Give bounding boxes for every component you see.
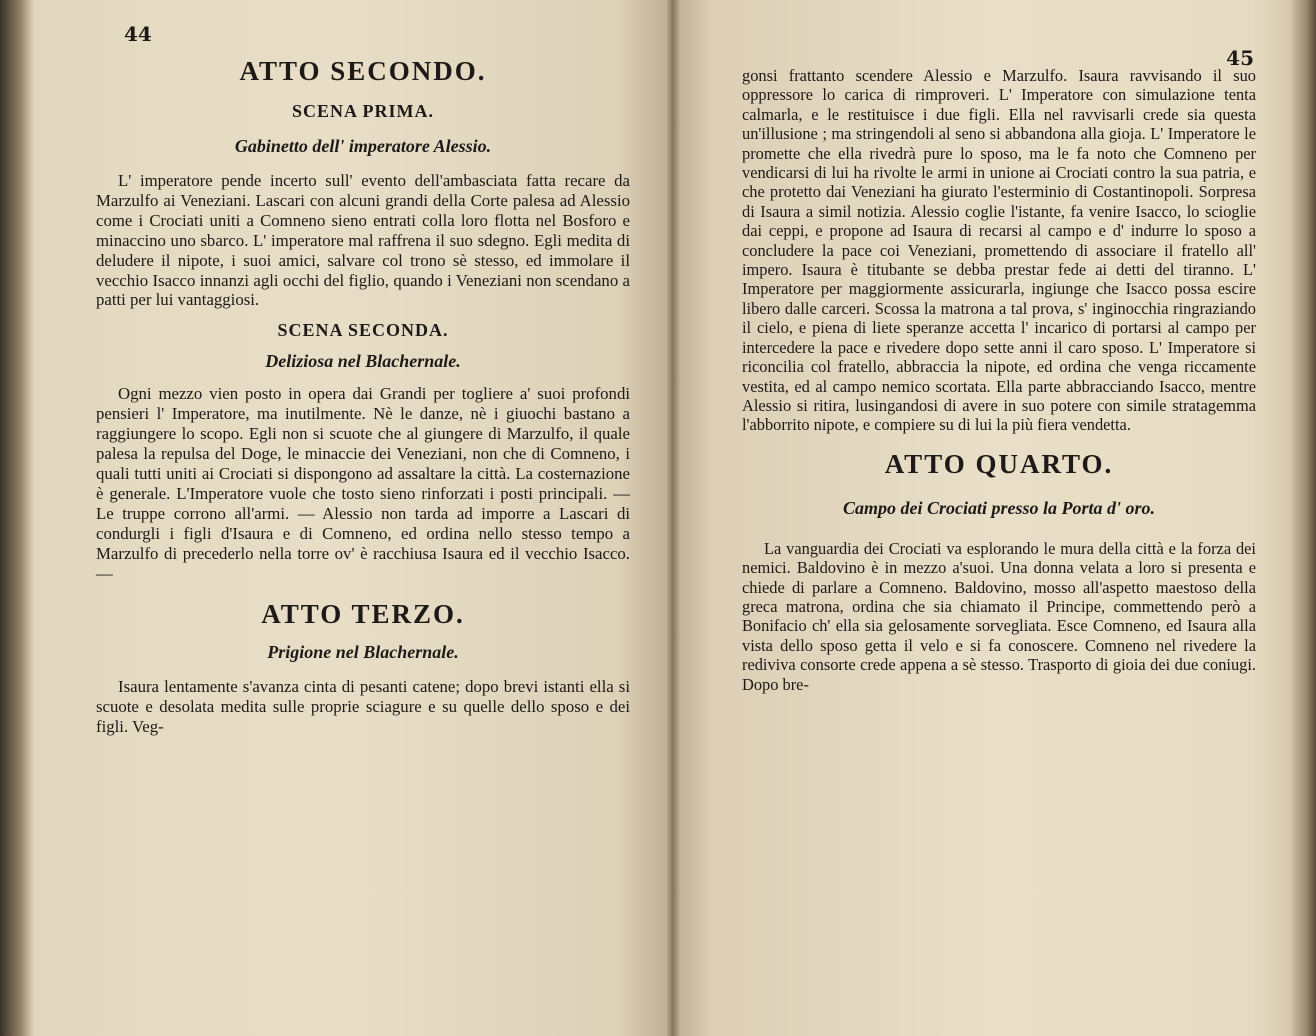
scene-two-title: SCENA SECONDA. (277, 320, 449, 341)
scene-two-setting: Deliziosa nel Blachernale. (265, 351, 461, 372)
scene-one-setting: Gabinetto dell' imperatore Alessio. (234, 136, 492, 156)
left-binding-edge (0, 0, 34, 1036)
act-four-text: La vanguardia dei Crociati va esplorando le mura della città e la forza dei nemici. Baldovino è in mezzo a'suoi. Una donna velata a loro si presenta e chiede di parlare a Comneno. Baldovino, mosso all'aspetto maestoso della greca matrona, ordina che sia chiamato il Principe, commettendo però a Bonifacio ch' ella sia gelosamente sorvegliata. Esce Comneno, ed Isaura alla vista dello sposo getta il velo e si fa conoscere. Comneno nel rivedere la rediviva consorte crede appena a sè stesso. Trasporto di gioia dei due coniugi. Dopo bre- (742, 538, 1256, 694)
act-three-text: Isaura lentamente s'avanza cinta di pesanti catene; dopo brevi istanti ella si scuote e desolata medita sulle proprie sciagure e su quelle dello sposo e dei figli. Veg- (96, 677, 630, 737)
page-number-left: 44 (124, 22, 152, 46)
act-three-title: ATTO TERZO. (261, 599, 465, 630)
right-page-edge (1290, 0, 1316, 1036)
scene-two-text: Ogni mezzo vien posto in opera dai Grandi per togliere a' suoi profondi pensieri l' Imperatore, ma inutilmente. Nè le danze, nè i giuochi bastano a raggiungere lo scopo. Egli non si scuote che al giungere di Marzulfo, il quale palesa la repulsa del Doge, le minaccie dei Veneziani, non che di Comneno, i quali tutti uniti ai Crociati si dispongono ad assaltare la città. La costernazione è generale. L'Imperatore vuole che tosto sieno rinforzati i posti principali. — Le truppe corrono all'armi. — Alessio non tarda ad imporre a Lascari di condurgli i figli d'Isaura e di Comneno, ed ordina nello stesso tempo a Marzulfo di precederlo nella torre ov' è racchiusa Isaura ed il vecchio Isacco. — (96, 384, 630, 583)
act-two-title: ATTO SECONDO. (239, 56, 487, 86)
scene-one-title: SCENA PRIMA. (291, 101, 434, 121)
scene-one-text: L' imperatore pende incerto sull' evento dell'ambasciata fatta recare da Marzulfo ai Veneziani. Lascari con alcuni grandi della Corte palesa ad Alessio come i Crociati uniti a Comneno sieno entrati colla loro flotta nel Bosforo e minaccino uno sbarco. L' imperatore mal raffrena il suo sdegno. Egli medita di deludere il nipote, i suoi amici, salvare col trono sè stesso, ed immolare il vecchio Isacco innanzi agli occhi del figlio, quando i Veneziani non scendano a patti per lui vantaggiosi. (96, 171, 630, 310)
act-four-title: ATTO QUARTO. (884, 448, 1114, 479)
page-number-right: 45 (1226, 46, 1254, 70)
act-three-setting: Prigione nel Blachernale. (267, 642, 459, 663)
right-page (672, 0, 1316, 1036)
book-gutter (666, 0, 680, 1036)
act-four-setting: Campo dei Crociati presso la Porta d' oro. (842, 497, 1155, 518)
act-three-continued-text: gonsi frattanto scendere Alessio e Marzulfo. Isaura ravvisando il suo oppressore lo carica di rimproveri. L' Imperatore con simulazione tenta calmarla, e le restituisce i due figli. Ella nel ravvisarli crede sia questa un'illusione ; ma stringendoli al seno si abbandona alla gioja. L' Imperatore le promette che ella rivedrà pure lo sposo, ma le fa noto che Comneno per vendicarsi di lui ha rivolte le armi in unione ai Crociati contro la sua patria, e che protetto dai Veneziani ha giurato l'esterminio di Costantinopoli. Sorpresa di Isaura a simil notizia. Alessio coglie l'istante, fa venire Isacco, lo scioglie dai ceppi, e propone ad Isaura di recarsi al campo e d' indurre lo sposo a concludere la pace coi Veneziani, promettendo di associare il fratello all' impero. Isaura è titubante se debba prestar fede ai detti del tiranno. L' Imperatore per maggiormente assicurarla, ingiunge che Isacco possa escire libero dalle carceri. Scossa la matrona a tal prova, s' inginocchia ringraziando il cielo, e piena di liete speranze accetta l' incarico di portarsi al campo per intercedere la pace e rivedere dopo sette anni il caro sposo. L' Imperatore si riconcilia col fratello, abbraccia la nipote, ed ordina che venga riccamente vestita, ed al campo nemico scortata. Ella parte abbracciando Isacco, mentre Alessio si ritira, lusingandosi di avere in suo potere con simile stratagemma l'abborrito nipote, e compiere su di lui la più fiera vendetta. (742, 66, 1256, 435)
